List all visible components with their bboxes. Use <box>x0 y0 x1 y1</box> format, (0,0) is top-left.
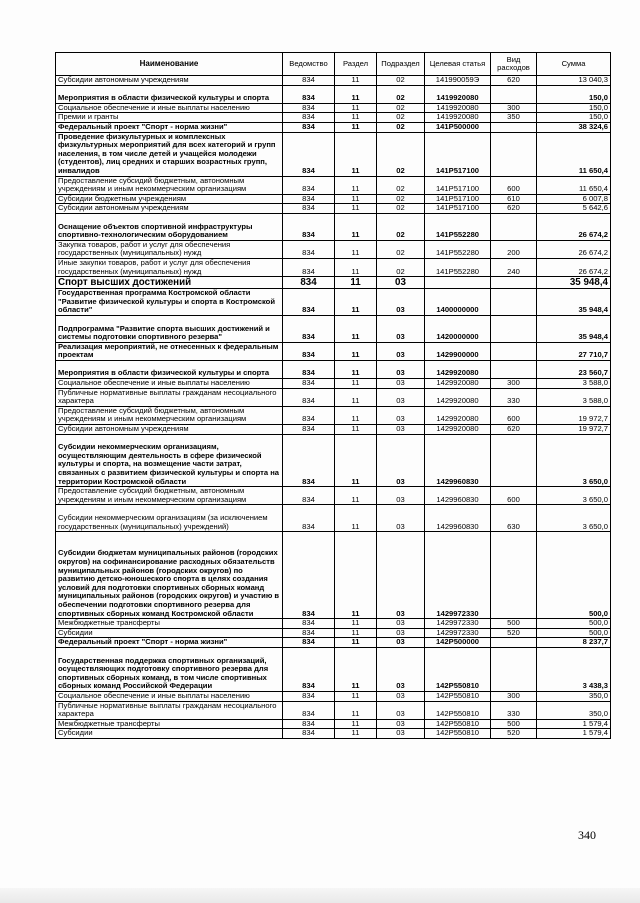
cell-target: 142P550810 <box>425 719 491 729</box>
cell-dept: 834 <box>283 85 335 103</box>
cell-target: 141P500000 <box>425 122 491 132</box>
cell-dept: 834 <box>283 342 335 360</box>
cell-name: Мероприятия в области физической культуры и спорта <box>56 85 283 103</box>
cell-exptype: 620 <box>491 425 537 435</box>
cell-sum: 500,0 <box>537 628 611 638</box>
cell-sum: 23 560,7 <box>537 360 611 378</box>
cell-sum: 350,0 <box>537 701 611 719</box>
cell-dept: 834 <box>283 532 335 619</box>
cell-name: Предоставление субсидий бюджетным, автономным учреждениям и иным некоммерческим организациям <box>56 176 283 194</box>
table-row <box>56 379 611 389</box>
cell-name: Спорт высших достижений <box>56 277 283 289</box>
cell-subsection: 03 <box>377 532 425 619</box>
cell-dept: 834 <box>283 76 335 86</box>
table-row <box>56 277 611 289</box>
cell-sum: 500,0 <box>537 619 611 629</box>
cell-subsection: 03 <box>377 487 425 505</box>
cell-target: 1429920080 <box>425 425 491 435</box>
cell-target: 142P550810 <box>425 729 491 739</box>
cell-target <box>425 277 491 289</box>
cell-name: Субсидии некоммерческим организациям (за исключением государственных (муниципальных) учреждений) <box>56 505 283 532</box>
cell-subsection: 03 <box>377 701 425 719</box>
cell-section: 11 <box>335 204 377 214</box>
table-row <box>56 204 611 214</box>
cell-dept: 834 <box>283 729 335 739</box>
cell-exptype <box>491 122 537 132</box>
table-row <box>56 532 611 619</box>
cell-section: 11 <box>335 103 377 113</box>
cell-section: 11 <box>335 425 377 435</box>
cell-dept: 834 <box>283 213 335 240</box>
cell-target: 141P552280 <box>425 240 491 258</box>
cell-name: Субсидии <box>56 628 283 638</box>
cell-subsection: 02 <box>377 213 425 240</box>
cell-target: 1420000000 <box>425 315 491 342</box>
cell-section: 11 <box>335 648 377 692</box>
cell-exptype: 330 <box>491 388 537 406</box>
cell-name: Социальное обеспечение и иные выплаты населению <box>56 379 283 389</box>
cell-subsection: 02 <box>377 194 425 204</box>
cell-dept: 834 <box>283 487 335 505</box>
cell-section: 11 <box>335 277 377 289</box>
cell-section: 11 <box>335 388 377 406</box>
cell-name: Субсидии автономным учреждениям <box>56 204 283 214</box>
cell-section: 11 <box>335 176 377 194</box>
cell-target: 141P552280 <box>425 213 491 240</box>
cell-subsection: 03 <box>377 342 425 360</box>
cell-exptype <box>491 315 537 342</box>
col-header-dept: Ведомство <box>283 53 335 76</box>
cell-exptype: 300 <box>491 103 537 113</box>
cell-exptype: 200 <box>491 240 537 258</box>
table-row <box>56 85 611 103</box>
col-header-name: Наименование <box>56 53 283 76</box>
cell-dept: 834 <box>283 289 335 316</box>
cell-sum: 3 650,0 <box>537 505 611 532</box>
cell-exptype <box>491 342 537 360</box>
cell-section: 11 <box>335 213 377 240</box>
cell-sum: 11 650,4 <box>537 176 611 194</box>
cell-dept: 834 <box>283 277 335 289</box>
cell-target: 141P517100 <box>425 132 491 176</box>
cell-target: 1419920080 <box>425 113 491 123</box>
cell-name: Субсидии некоммерческим организациям, осуществляющим деятельность в сфере физической культуры и спорта, на возмещение части затрат, связанных с развитием физической культуры и спорта на территории Костромской области <box>56 434 283 487</box>
cell-target: 1429960830 <box>425 434 491 487</box>
cell-name: Государственная поддержка спортивных организаций, осуществляющих подготовку спортивного резерва для спортивных сборных команд, в том числе спортивных сборных команд Российской Федерации <box>56 648 283 692</box>
cell-exptype <box>491 638 537 648</box>
cell-subsection: 03 <box>377 360 425 378</box>
cell-subsection: 02 <box>377 85 425 103</box>
cell-exptype: 630 <box>491 505 537 532</box>
cell-name: Оснащение объектов спортивной инфраструктуры спортивно-технологическим оборудованием <box>56 213 283 240</box>
cell-dept: 834 <box>283 379 335 389</box>
cell-exptype <box>491 132 537 176</box>
cell-exptype: 300 <box>491 379 537 389</box>
table-body <box>56 76 611 739</box>
cell-section: 11 <box>335 315 377 342</box>
cell-section: 11 <box>335 132 377 176</box>
cell-subsection: 02 <box>377 258 425 276</box>
cell-target: 1419920080 <box>425 85 491 103</box>
cell-section: 11 <box>335 532 377 619</box>
table-row <box>56 360 611 378</box>
cell-subsection: 03 <box>377 289 425 316</box>
table-row <box>56 648 611 692</box>
cell-name: Публичные нормативные выплаты гражданам несоциального характера <box>56 388 283 406</box>
table-row <box>56 258 611 276</box>
cell-sum: 150,0 <box>537 113 611 123</box>
col-header-section: Раздел <box>335 53 377 76</box>
cell-section: 11 <box>335 240 377 258</box>
cell-sum: 26 674,2 <box>537 240 611 258</box>
cell-dept: 834 <box>283 505 335 532</box>
cell-exptype: 330 <box>491 701 537 719</box>
cell-target: 141990059Э <box>425 76 491 86</box>
cell-dept: 834 <box>283 113 335 123</box>
cell-section: 11 <box>335 628 377 638</box>
cell-sum: 26 674,2 <box>537 258 611 276</box>
table-row <box>56 122 611 132</box>
cell-section: 11 <box>335 194 377 204</box>
cell-sum: 1 579,4 <box>537 719 611 729</box>
cell-exptype: 600 <box>491 176 537 194</box>
cell-subsection: 02 <box>377 204 425 214</box>
cell-section: 11 <box>335 701 377 719</box>
cell-section: 11 <box>335 258 377 276</box>
table-row <box>56 719 611 729</box>
table-row <box>56 505 611 532</box>
cell-name: Межбюджетные трансферты <box>56 619 283 629</box>
cell-target: 1419920080 <box>425 103 491 113</box>
cell-sum: 19 972,7 <box>537 425 611 435</box>
cell-target: 1400000000 <box>425 289 491 316</box>
cell-dept: 834 <box>283 638 335 648</box>
cell-section: 11 <box>335 342 377 360</box>
cell-name: Субсидии автономным учреждениям <box>56 425 283 435</box>
cell-subsection: 02 <box>377 240 425 258</box>
cell-exptype <box>491 213 537 240</box>
table-row <box>56 113 611 123</box>
table-row <box>56 638 611 648</box>
cell-dept: 834 <box>283 194 335 204</box>
cell-exptype <box>491 648 537 692</box>
cell-exptype <box>491 360 537 378</box>
table-row <box>56 103 611 113</box>
cell-subsection: 03 <box>377 406 425 424</box>
cell-sum: 27 710,7 <box>537 342 611 360</box>
table-row <box>56 406 611 424</box>
cell-subsection: 03 <box>377 425 425 435</box>
cell-name: Субсидии бюджетам муниципальных районов (городских округов) на софинансирование расходных обязательств муниципальных районов (городских округов) по развитию детско-юношеского спорта в целях создания условий для подготовки спортивных сборных команд муниципальных районов (городских округов) и участию в обеспечении подготовки спортивного резерва для спортивных сборных команд Костромской области <box>56 532 283 619</box>
cell-target: 142P550810 <box>425 648 491 692</box>
cell-exptype <box>491 532 537 619</box>
cell-sum: 150,0 <box>537 103 611 113</box>
table-row <box>56 628 611 638</box>
cell-subsection: 02 <box>377 122 425 132</box>
cell-name: Федеральный проект "Спорт - норма жизни" <box>56 638 283 648</box>
cell-dept: 834 <box>283 204 335 214</box>
cell-section: 11 <box>335 122 377 132</box>
cell-name: Субсидии <box>56 729 283 739</box>
cell-dept: 834 <box>283 406 335 424</box>
cell-section: 11 <box>335 487 377 505</box>
cell-section: 11 <box>335 719 377 729</box>
cell-dept: 834 <box>283 388 335 406</box>
cell-sum: 35 948,4 <box>537 289 611 316</box>
table-row <box>56 729 611 739</box>
cell-exptype <box>491 434 537 487</box>
cell-dept: 834 <box>283 692 335 702</box>
table-row <box>56 76 611 86</box>
cell-subsection: 03 <box>377 619 425 629</box>
cell-subsection: 03 <box>377 315 425 342</box>
cell-section: 11 <box>335 379 377 389</box>
cell-section: 11 <box>335 289 377 316</box>
cell-name: Федеральный проект "Спорт - норма жизни" <box>56 122 283 132</box>
cell-exptype: 240 <box>491 258 537 276</box>
cell-target: 1429920080 <box>425 360 491 378</box>
cell-exptype: 620 <box>491 76 537 86</box>
cell-sum: 3 588,0 <box>537 388 611 406</box>
cell-exptype: 520 <box>491 729 537 739</box>
cell-target: 1429960830 <box>425 505 491 532</box>
page-number: 340 <box>578 828 596 842</box>
cell-exptype <box>491 85 537 103</box>
cell-subsection: 02 <box>377 103 425 113</box>
cell-sum: 5 642,6 <box>537 204 611 214</box>
cell-dept: 834 <box>283 434 335 487</box>
cell-target: 141P517100 <box>425 194 491 204</box>
cell-subsection: 03 <box>377 729 425 739</box>
cell-exptype: 350 <box>491 113 537 123</box>
cell-exptype <box>491 289 537 316</box>
cell-dept: 834 <box>283 315 335 342</box>
scan-edge <box>0 888 640 903</box>
cell-sum: 8 237,7 <box>537 638 611 648</box>
cell-target: 1429972330 <box>425 619 491 629</box>
cell-dept: 834 <box>283 176 335 194</box>
cell-dept: 834 <box>283 619 335 629</box>
cell-name: Публичные нормативные выплаты гражданам несоциального характера <box>56 701 283 719</box>
cell-section: 11 <box>335 692 377 702</box>
table-header-row <box>56 53 611 76</box>
cell-target: 142P500000 <box>425 638 491 648</box>
cell-sum: 350,0 <box>537 692 611 702</box>
cell-name: Социальное обеспечение и иные выплаты населению <box>56 692 283 702</box>
cell-exptype: 600 <box>491 487 537 505</box>
table-row <box>56 194 611 204</box>
cell-dept: 834 <box>283 240 335 258</box>
cell-sum: 3 438,3 <box>537 648 611 692</box>
cell-name: Реализация мероприятий, не отнесенных к федеральным проектам <box>56 342 283 360</box>
table-row <box>56 619 611 629</box>
budget-table <box>55 52 611 739</box>
cell-name: Иные закупки товаров, работ и услуг для обеспечения государственных (муниципальных) нужд <box>56 258 283 276</box>
cell-exptype: 610 <box>491 194 537 204</box>
cell-dept: 834 <box>283 701 335 719</box>
cell-subsection: 03 <box>377 505 425 532</box>
cell-dept: 834 <box>283 425 335 435</box>
cell-name: Подпрограмма "Развитие спорта высших достижений и системы подготовки спортивного резерва" <box>56 315 283 342</box>
cell-target: 1429972330 <box>425 532 491 619</box>
cell-dept: 834 <box>283 132 335 176</box>
cell-subsection: 02 <box>377 76 425 86</box>
cell-name: Субсидии автономным учреждениям <box>56 76 283 86</box>
cell-sum: 6 007,8 <box>537 194 611 204</box>
cell-dept: 834 <box>283 719 335 729</box>
cell-name: Предоставление субсидий бюджетным, автономным учреждениям и иным некоммерческим организациям <box>56 487 283 505</box>
table-row <box>56 132 611 176</box>
cell-name: Мероприятия в области физической культуры и спорта <box>56 360 283 378</box>
cell-section: 11 <box>335 434 377 487</box>
cell-target: 1429972330 <box>425 628 491 638</box>
cell-subsection: 03 <box>377 638 425 648</box>
cell-target: 141P552280 <box>425 258 491 276</box>
cell-name: Субсидии бюджетным учреждениям <box>56 194 283 204</box>
cell-sum: 3 650,0 <box>537 434 611 487</box>
cell-subsection: 03 <box>377 434 425 487</box>
cell-sum: 11 650,4 <box>537 132 611 176</box>
cell-exptype: 620 <box>491 204 537 214</box>
cell-dept: 834 <box>283 258 335 276</box>
cell-section: 11 <box>335 406 377 424</box>
cell-subsection: 03 <box>377 379 425 389</box>
col-header-sum: Сумма <box>537 53 611 76</box>
table-row <box>56 315 611 342</box>
cell-section: 11 <box>335 638 377 648</box>
cell-target: 142P550810 <box>425 701 491 719</box>
cell-section: 11 <box>335 360 377 378</box>
cell-dept: 834 <box>283 122 335 132</box>
col-header-target: Целевая статья <box>425 53 491 76</box>
cell-name: Премии и гранты <box>56 113 283 123</box>
cell-sum: 150,0 <box>537 85 611 103</box>
cell-sum: 35 948,4 <box>537 315 611 342</box>
table-row <box>56 425 611 435</box>
cell-exptype: 600 <box>491 406 537 424</box>
col-header-subsection: Подраздел <box>377 53 425 76</box>
cell-target: 1429920080 <box>425 388 491 406</box>
cell-subsection: 03 <box>377 719 425 729</box>
cell-subsection: 03 <box>377 388 425 406</box>
cell-sum: 3 588,0 <box>537 379 611 389</box>
cell-dept: 834 <box>283 360 335 378</box>
cell-sum: 38 324,6 <box>537 122 611 132</box>
cell-target: 1429900000 <box>425 342 491 360</box>
cell-name: Социальное обеспечение и иные выплаты населению <box>56 103 283 113</box>
cell-exptype: 300 <box>491 692 537 702</box>
cell-sum: 26 674,2 <box>537 213 611 240</box>
cell-dept: 834 <box>283 648 335 692</box>
cell-sum: 3 650,0 <box>537 487 611 505</box>
cell-name: Государственная программа Костромской области "Развитие физической культуры и спорта в Костромской области" <box>56 289 283 316</box>
cell-dept: 834 <box>283 628 335 638</box>
cell-subsection: 03 <box>377 692 425 702</box>
cell-dept: 834 <box>283 103 335 113</box>
table-row <box>56 487 611 505</box>
cell-subsection: 03 <box>377 648 425 692</box>
cell-sum: 35 948,4 <box>537 277 611 289</box>
col-header-exptype: Вид расходов <box>491 53 537 76</box>
cell-name: Проведение физкультурных и комплексных физкультурных мероприятий для всех категорий и групп населения, в том числе детей и учащейся молодежи (студентов), лиц средних и старших возрастных групп, инвалидов <box>56 132 283 176</box>
cell-target: 141P517100 <box>425 204 491 214</box>
table-row <box>56 388 611 406</box>
cell-exptype <box>491 277 537 289</box>
table-row <box>56 434 611 487</box>
cell-subsection: 02 <box>377 132 425 176</box>
cell-sum: 13 040,3 <box>537 76 611 86</box>
cell-name: Закупка товаров, работ и услуг для обеспечения государственных (муниципальных) нужд <box>56 240 283 258</box>
table-row <box>56 289 611 316</box>
cell-sum: 500,0 <box>537 532 611 619</box>
cell-target: 142P550810 <box>425 692 491 702</box>
cell-exptype: 500 <box>491 619 537 629</box>
cell-name: Межбюджетные трансферты <box>56 719 283 729</box>
table-row <box>56 213 611 240</box>
cell-section: 11 <box>335 729 377 739</box>
cell-subsection: 02 <box>377 176 425 194</box>
cell-section: 11 <box>335 505 377 532</box>
table-row <box>56 701 611 719</box>
cell-exptype: 500 <box>491 719 537 729</box>
cell-exptype: 520 <box>491 628 537 638</box>
table-row <box>56 240 611 258</box>
cell-sum: 1 579,4 <box>537 729 611 739</box>
table-row <box>56 692 611 702</box>
cell-subsection: 03 <box>377 277 425 289</box>
cell-subsection: 02 <box>377 113 425 123</box>
cell-section: 11 <box>335 85 377 103</box>
table-row <box>56 342 611 360</box>
cell-target: 1429960830 <box>425 487 491 505</box>
cell-section: 11 <box>335 619 377 629</box>
cell-target: 1429920080 <box>425 379 491 389</box>
cell-subsection: 03 <box>377 628 425 638</box>
table-row <box>56 176 611 194</box>
cell-target: 141P517100 <box>425 176 491 194</box>
cell-section: 11 <box>335 113 377 123</box>
cell-section: 11 <box>335 76 377 86</box>
cell-name: Предоставление субсидий бюджетным, автономным учреждениям и иным некоммерческим организациям <box>56 406 283 424</box>
cell-target: 1429920080 <box>425 406 491 424</box>
cell-sum: 19 972,7 <box>537 406 611 424</box>
